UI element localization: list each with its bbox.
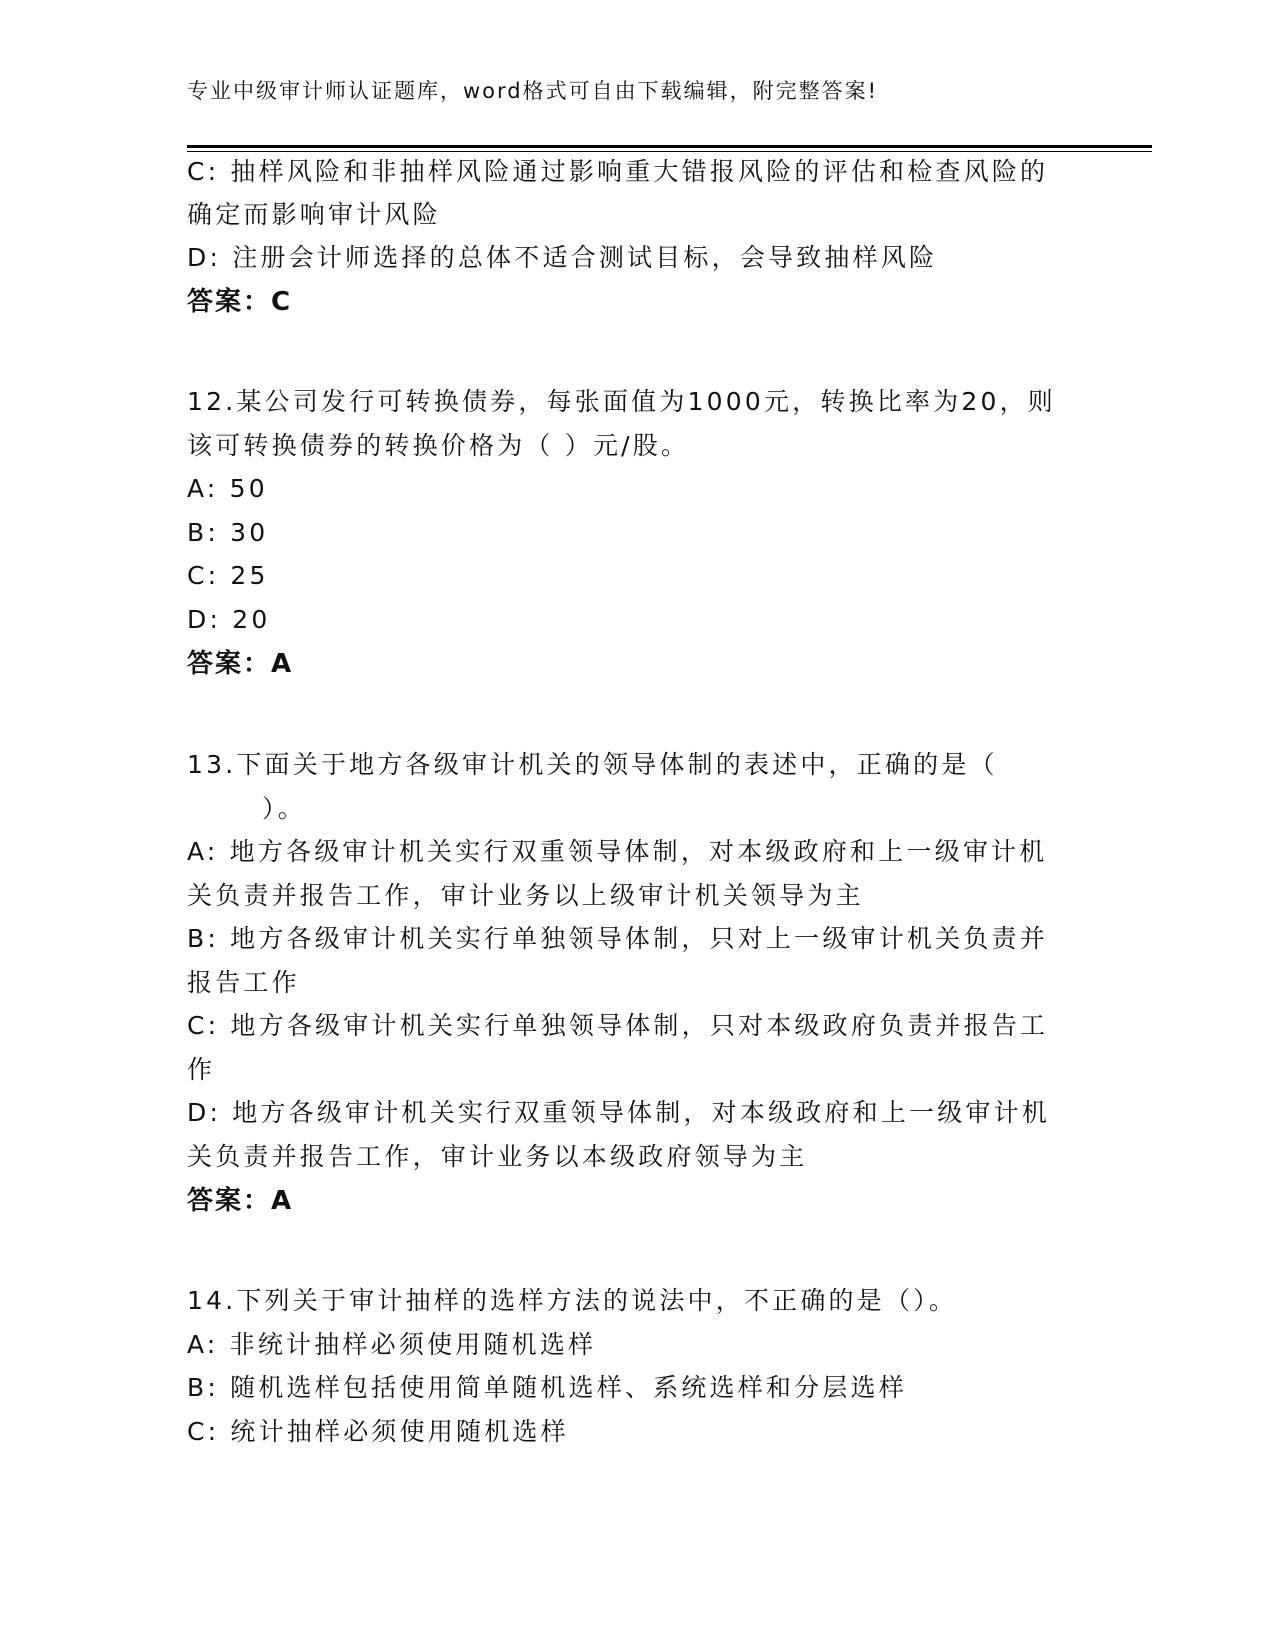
q11-option-d: D: 注册会计师选择的总体不适合测试目标，会导致抽样风险 (187, 243, 938, 272)
q12-stem-line2: 该可转换债券的转换价格为（ ）元/股。 (187, 431, 690, 460)
q13-option-a-line2: 关负责并报告工作，审计业务以上级审计机关领导为主 (187, 881, 864, 910)
q11-option-c-line2: 确定而影响审计风险 (187, 200, 441, 229)
q13-stem-line1: 13.下面关于地方各级审计机关的领导体制的表述中，正确的是（ (187, 750, 998, 779)
q12-answer: 答案：A (187, 649, 294, 679)
q12-option-c: C: 25 (187, 561, 269, 590)
q13-option-c-line1: C: 地方各级审计机关实行单独领导体制，只对本级政府负责并报告工 (187, 1011, 1049, 1040)
q14-option-b: B: 随机选样包括使用简单随机选样、系统选样和分层选样 (187, 1373, 907, 1402)
q13-option-b-line1: B: 地方各级审计机关实行单独领导体制，只对上一级审计机关负责并 (187, 924, 1048, 953)
q11-option-c-line1: C: 抽样风险和非抽样风险通过影响重大错报风险的评估和检查风险的 (187, 157, 1049, 186)
q13-option-a-line1: A: 地方各级审计机关实行双重领导体制，对本级政府和上一级审计机 (187, 837, 1048, 866)
header-divider-thick (187, 145, 1152, 148)
q14-stem: 14.下列关于审计抽样的选样方法的说法中，不正确的是（）。 (187, 1286, 958, 1315)
q11-answer: 答案：C (187, 287, 293, 317)
header-note: 专业中级审计师认证题库，word格式可自由下载编辑，附完整答案! (187, 79, 879, 103)
q13-answer: 答案：A (187, 1186, 294, 1216)
q12-option-a: A: 50 (187, 474, 268, 503)
q13-option-b-line2: 报告工作 (187, 968, 300, 997)
q12-option-d: D: 20 (187, 605, 271, 634)
q13-stem-line2: ）。 (262, 794, 306, 823)
q13-option-d-line1: D: 地方各级审计机关实行双重领导体制，对本级政府和上一级审计机 (187, 1098, 1051, 1127)
q12-stem-line1: 12.某公司发行可转换债券，每张面值为1000元，转换比率为20，则 (187, 387, 1056, 416)
header-divider-thin (187, 151, 1152, 152)
q14-option-c: C: 统计抽样必须使用随机选样 (187, 1417, 569, 1446)
q14-option-a: A: 非统计抽样必须使用随机选样 (187, 1330, 597, 1359)
q12-option-b: B: 30 (187, 518, 269, 547)
q13-option-c-line2: 作 (187, 1055, 216, 1084)
q13-option-d-line2: 关负责并报告工作，审计业务以本级政府领导为主 (187, 1142, 808, 1171)
